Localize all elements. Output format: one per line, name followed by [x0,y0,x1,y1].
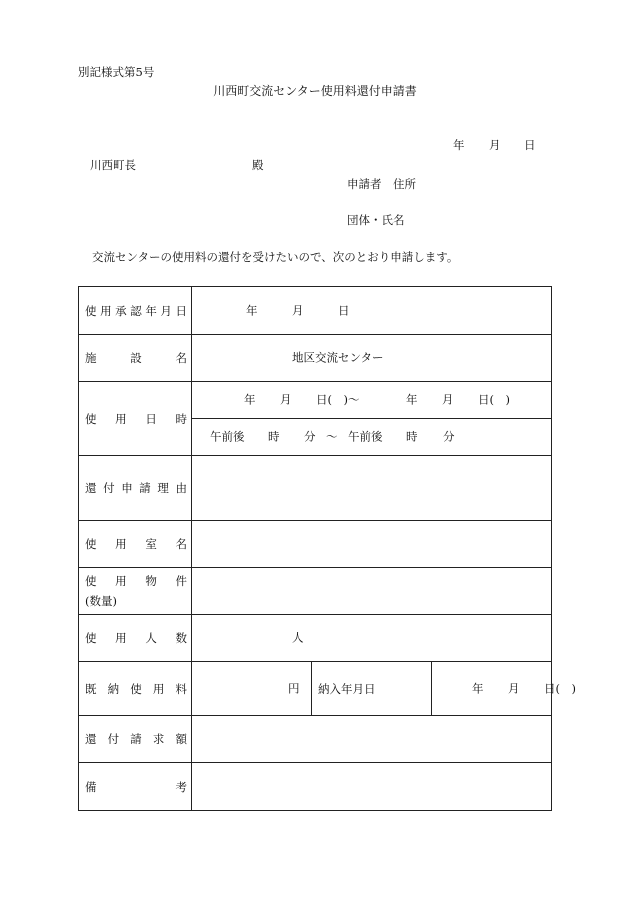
usage-start-hour: 時 [268,429,280,444]
application-form-table [78,286,576,811]
usage-end-month: 月 [442,392,454,407]
label-refund-amount: 還 付 請 求 額 [79,716,192,763]
date-year-label: 年 [453,138,465,152]
row-equipment [79,568,552,615]
usage-end-ampm: 午前後 [348,429,383,444]
payment-date-field[interactable] [432,662,576,716]
honorific: 殿 [252,158,264,172]
equipment-quantity-sublabel: (数量) [85,594,117,608]
usage-time-tilde: ～ [326,429,338,444]
row-approval-date [79,287,552,335]
facility-field[interactable] [192,335,552,382]
approval-year-label: 年 [246,302,258,317]
label-room-name: 使 用 室 名 [79,521,192,568]
document-title: 川西町交流センター使用料還付申請書 [213,84,417,98]
attendees-unit: 人 [292,630,304,645]
addressee: 川西町長 [90,158,136,172]
usage-start-year: 年 [244,392,256,407]
row-refund-amount [79,716,552,763]
row-room-name [79,521,552,568]
usage-end-minute: 分 [443,429,455,444]
approval-date-field[interactable] [192,287,552,335]
label-approval-date: 使 用 承 認 年 月 日 [79,287,192,335]
label-equipment: 使 用 物 件 (数量) [79,568,192,615]
usage-end-year: 年 [406,392,418,407]
form-number: 別記様式第5号 [78,65,155,79]
approval-day-label: 日 [338,302,350,317]
refund-reason-field[interactable] [192,456,552,521]
remarks-field[interactable] [192,763,552,811]
usage-start-ampm: 午前後 [210,429,245,444]
facility-value: 地区交流センター [292,350,384,365]
applicant-name-label: 団体・氏名 [347,213,405,227]
payment-month-label: 月 [508,680,520,695]
label-refund-reason: 還 付 申 請 理 由 [79,456,192,521]
paid-fee-unit: 円 [288,680,300,695]
intro-text: 交流センターの使用料の還付を受けたいので、次のとおり申請します。 [92,250,459,264]
row-usage-datetime-dates [79,382,552,419]
date-day-label: 日 [524,138,536,152]
label-attendees: 使 用 人 数 [79,615,192,662]
usage-start-month: 月 [280,392,292,407]
usage-start-day: 日( )～ [316,392,360,407]
row-paid-fee [79,662,552,716]
paid-fee-field[interactable] [192,662,312,716]
label-facility: 施 設 名 [79,335,192,382]
usage-time-range-field[interactable] [192,419,552,456]
date-month-label: 月 [489,138,501,152]
label-paid-fee: 既 納 使 用 料 [79,662,192,716]
attendees-field[interactable] [192,615,552,662]
payment-day-label: 日( ) [544,680,576,695]
applicant-address-label: 申請者 住所 [347,177,416,191]
approval-month-label: 月 [292,302,304,317]
usage-end-hour: 時 [406,429,418,444]
payment-year-label: 年 [472,680,484,695]
row-refund-reason [79,456,552,521]
row-facility [79,335,552,382]
equipment-field[interactable] [192,568,552,615]
row-attendees [79,615,552,662]
usage-start-minute: 分 [304,429,316,444]
usage-date-range-field[interactable] [192,382,552,419]
label-usage-datetime: 使 用 日 時 [79,382,192,456]
room-name-field[interactable] [192,521,552,568]
row-remarks [79,763,552,811]
usage-end-day: 日( ) [478,392,510,407]
label-remarks: 備 考 [79,763,192,811]
label-payment-date: 納入年月日 [312,662,432,716]
refund-amount-field[interactable] [192,716,552,763]
